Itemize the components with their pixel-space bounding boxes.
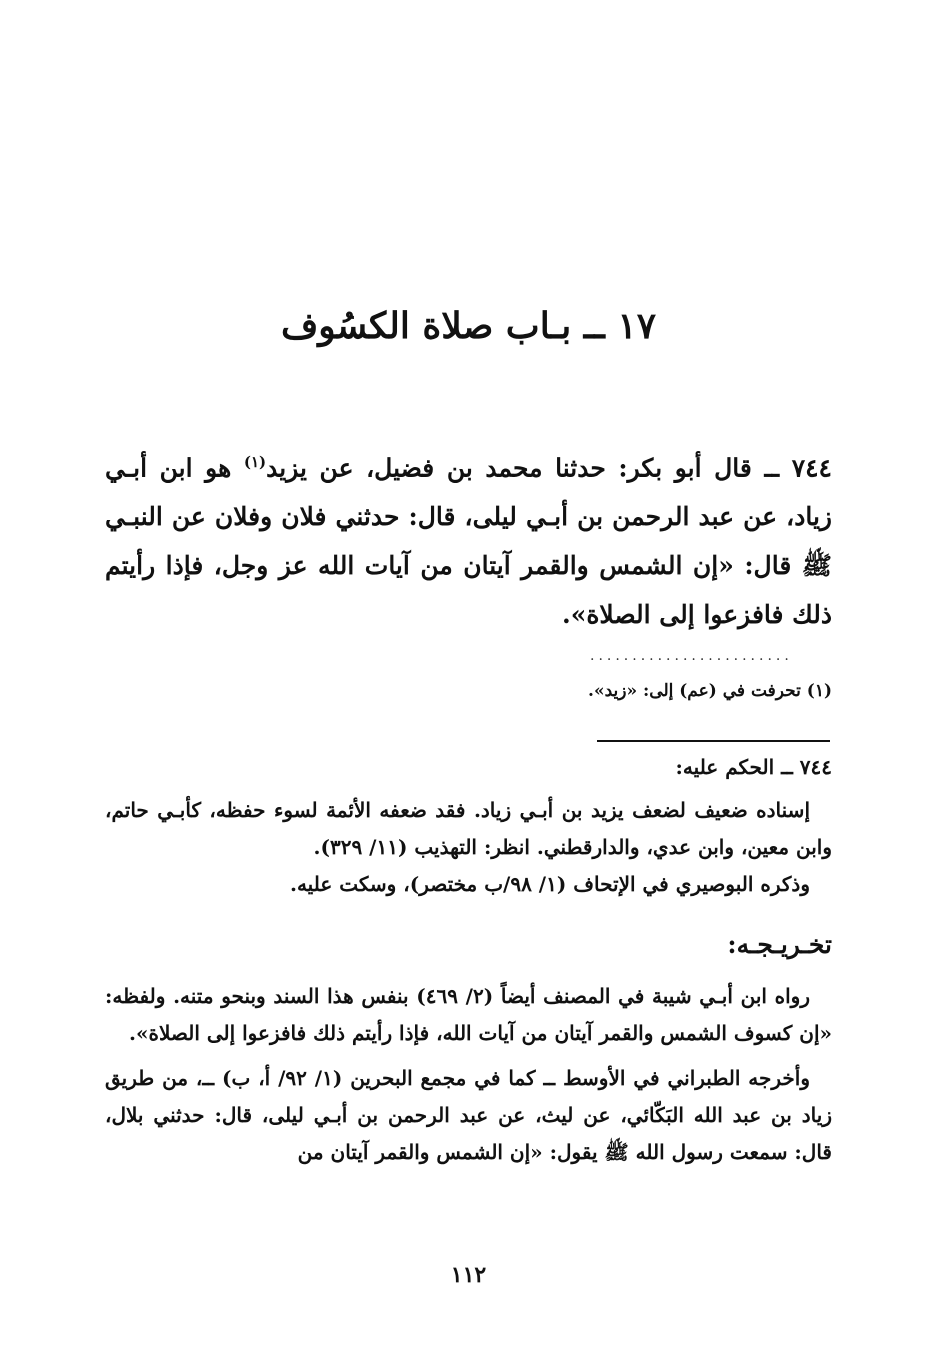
footnote-ref[interactable]: (١) <box>243 453 267 471</box>
hadith-text-part2: هو ابن أبـي زياد، عن عبد الرحمن بن أبـي ليلى، قال: حدثني فلان وفلان عن النبـي ﷺ قال: «إن الشمس والقمر آيتان من آيات الله عز وجل، فإذا رأيتم ذلك فافزعوا إلى الصلاة». <box>105 453 832 630</box>
hadith-text <box>105 438 832 639</box>
footnote-separator: ........................ <box>590 648 793 664</box>
takhrij-section <box>105 978 832 1171</box>
ruling-paragraph: إسناده ضعيف لضعف يزيد بن أبـي زياد. فقد ضعفه الأئمة لسوء حفظه، كأبـي حاتم، وابن معين، وابن عدي، والدارقطني. انظر: التهذيب (١١/ ٣٢٩). <box>105 798 832 859</box>
chapter-title: ١٧ ــ بـاب صلاة الكسُوف <box>280 305 657 347</box>
hadith-text-part1: قال أبو بكر: حدثنا محمد بن فضيل، عن يزيد <box>266 453 752 483</box>
hadith-number: ٧٤٤ ــ <box>764 453 832 483</box>
ruling-heading: ٧٤٤ ــ الحكم عليه: <box>675 755 832 779</box>
page-number: ١١٢ <box>450 1262 487 1288</box>
takhrij-paragraph: وأخرجه الطبراني في الأوسط ــ كما في مجمع البحرين (١/ ٩٢/ أ، ب) ــ، من طريق زياد بن عبد الله البَكّائي، عن ليث، عن عبد الرحمن بن أبـي ليلى، قال: حدثني بلال، قال: سمعت رسول الله ﷺ يقول: «إن الشمس والقمر آيتان من <box>105 1066 832 1164</box>
footnote: (١) تحرفت في (عم) إلى: «زيد». <box>588 681 832 701</box>
ruling-paragraph: وذكره البوصيري في الإتحاف (١/ ٩٨/ب مختصر)، وسكت عليه. <box>289 872 810 896</box>
ruling-section <box>105 792 832 903</box>
section-divider <box>597 740 830 742</box>
takhrij-heading: تخـريـجـه: <box>727 930 832 959</box>
takhrij-paragraph: رواه ابن أبـي شيبة في المصنف أيضاً (٢/ ٤٦٩) بنفس هذا السند وبنحو متنه. ولفظه: «إن كسوف الشمس والقمر آيتان من آيات الله، فإذا رأيتم ذلك فافزعوا إلى الصلاة». <box>105 984 832 1045</box>
